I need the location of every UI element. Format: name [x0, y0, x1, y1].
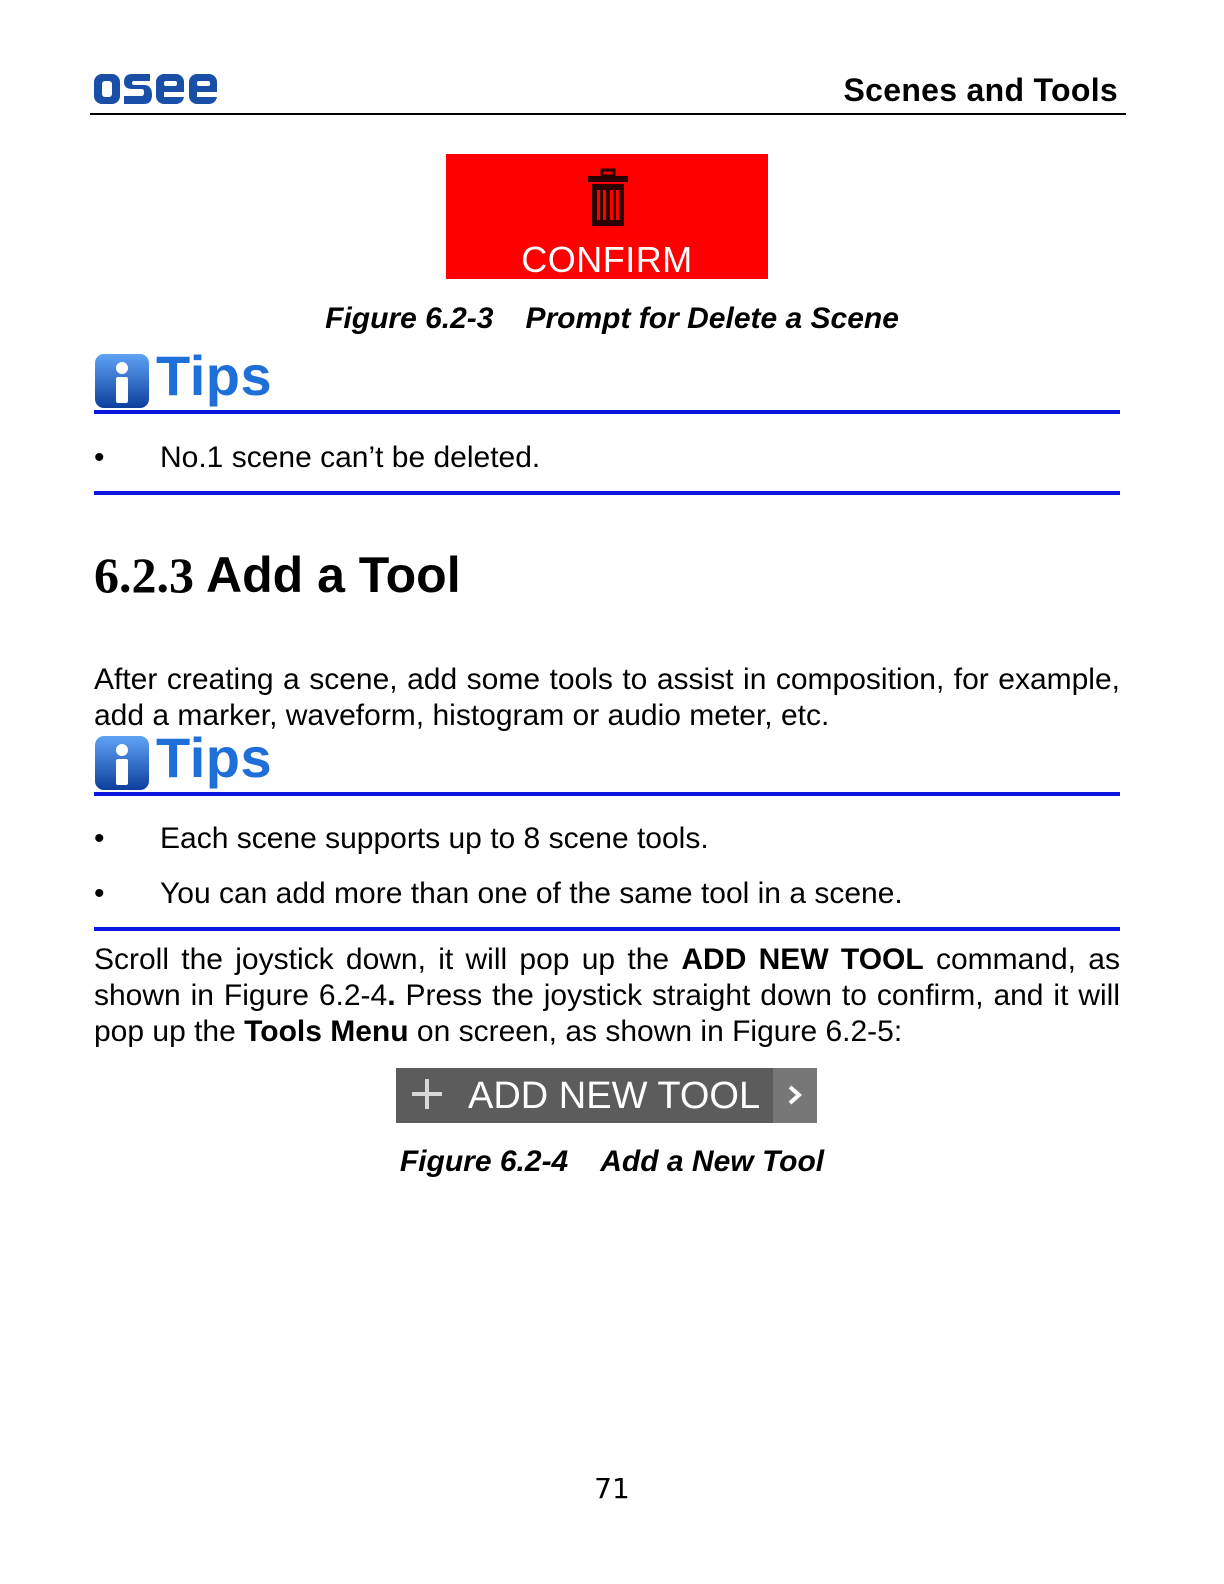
body-bold-tools-menu: Tools Menu	[244, 1015, 409, 1048]
bullet-marker: •	[94, 822, 105, 855]
section-number: 6.2.3	[94, 547, 194, 603]
add-new-tool-arrow	[773, 1068, 817, 1123]
confirm-label: CONFIRM	[521, 239, 693, 280]
header-divider	[90, 113, 1126, 115]
info-icon	[94, 353, 150, 409]
bullet-marker: •	[94, 877, 105, 910]
page-number: 71	[594, 1472, 630, 1505]
body-text: on screen, as shown in Figure 6.2-5:	[408, 1015, 903, 1048]
body-text: Scroll the joystick down, it will pop up the	[94, 943, 682, 976]
body-bold-add-new-tool: ADD NEW TOOL	[681, 943, 924, 976]
tips-top-rule	[94, 792, 1120, 796]
add-new-tool-label: ADD NEW TOOL	[468, 1075, 761, 1117]
chevron-right-icon	[787, 1084, 803, 1106]
header-section-title: Scenes and Tools	[843, 72, 1118, 108]
caption-text: Prompt for Delete a Scene	[525, 302, 899, 335]
plus-icon	[410, 1077, 444, 1111]
body-text: Press the joystick straight down to confirm, and it will pop up the	[94, 979, 1120, 1048]
caption-text: Add a New Tool	[600, 1145, 825, 1178]
info-icon	[94, 735, 150, 791]
body-paragraph	[94, 942, 1120, 1050]
tips-bottom-rule	[94, 927, 1120, 931]
list-item-text: Each scene supports up to 8 scene tools.	[160, 822, 709, 855]
add-new-tool-button[interactable]	[396, 1068, 817, 1123]
tips-label: Tips	[156, 344, 273, 407]
trash-icon	[585, 168, 631, 228]
osee-logo	[92, 70, 222, 108]
intro-paragraph: After creating a scene, add some tools to assist in composition, for example, add a marker, waveform, histogram or audio meter, etc.	[94, 663, 1120, 732]
tips-heading	[94, 726, 354, 794]
bullet-marker: •	[94, 441, 105, 474]
body-bold-period: .	[387, 979, 396, 1012]
figure-caption-6-2-4	[0, 1145, 1224, 1179]
section-heading	[94, 546, 461, 604]
tips-top-rule	[94, 410, 1120, 414]
caption-number: Figure 6.2-4	[399, 1145, 569, 1178]
list-item-text: No.1 scene can’t be deleted.	[160, 441, 541, 474]
body-text: command, as shown in Figure 6.2-4	[94, 943, 1120, 1012]
confirm-delete-button[interactable]	[446, 154, 768, 279]
list-item-text: You can add more than one of the same tool in a scene.	[160, 877, 903, 910]
tips-bottom-rule	[94, 491, 1120, 495]
figure-caption-6-2-3	[0, 302, 1224, 336]
caption-number: Figure 6.2-3	[325, 302, 494, 335]
tips-heading	[94, 344, 354, 412]
tips-label: Tips	[156, 726, 273, 789]
section-title: Add a Tool	[206, 547, 461, 603]
